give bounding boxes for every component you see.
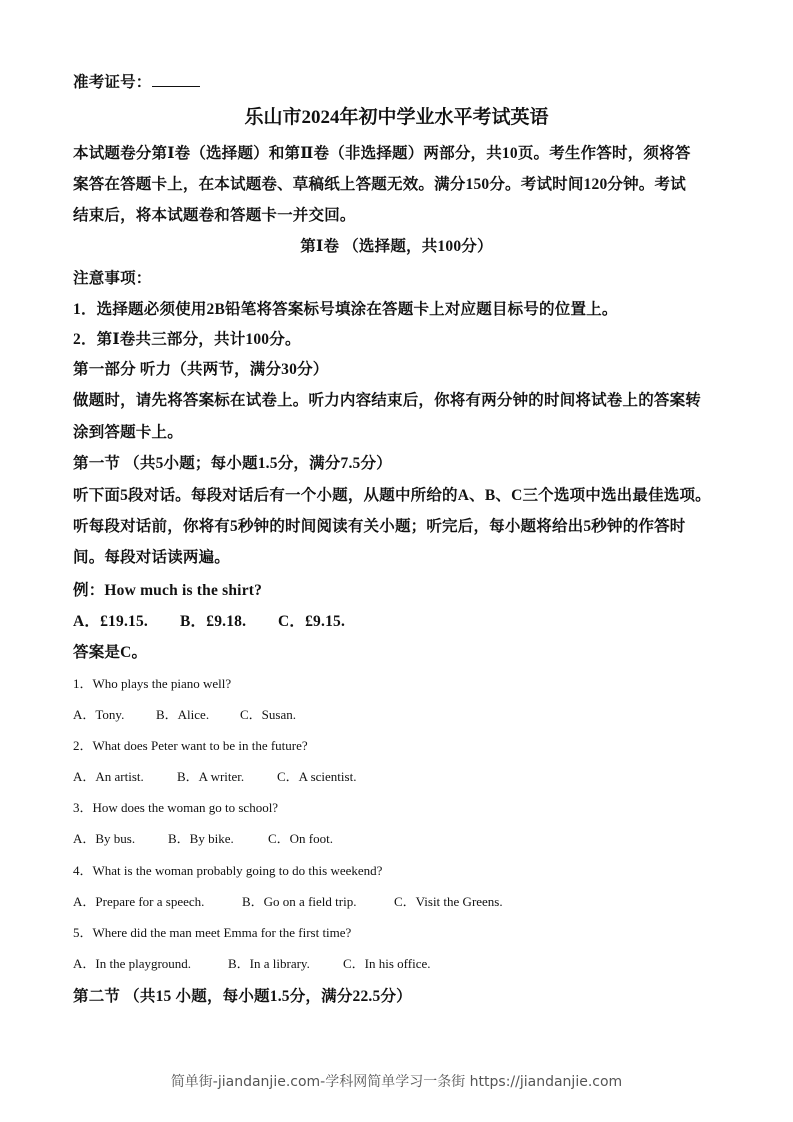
example-question: 例：How much is the shirt? [73,582,263,599]
example-option-c: C．£9.15. [278,613,346,630]
subsection1-instructions-1: 听下面5段对话。每段对话后有一个小题，从题中所给的A、B、C三个选项中选出最佳选项。 [73,487,711,504]
question-5: 5．Where did the man meet Emma for the first time? [73,925,352,940]
intro-line-2: 案答在答题卡上，在本试题卷、草稿纸上答题无效。满分150分。考试时间120分钟。考试 [73,176,686,193]
part1-heading: 第Ⅰ卷 （选择题，共100分） [300,238,493,255]
subsection1-instructions-3: 间。每段对话读两遍。 [73,549,231,566]
intro-line-3: 结束后，将本试题卷和答题卡一并交回。 [73,207,356,224]
question-2-options [73,766,356,785]
section1-heading: 第一部分 听力（共两节，满分30分） [73,361,329,378]
q5-option-b: B．In a library. [228,956,310,971]
exam-id-blank [152,72,200,87]
exam-id-line [73,70,200,92]
page-title: 乐山市2024年初中学业水平考试英语 [244,107,549,128]
example-answer: 答案是C。 [73,644,148,661]
section1-instructions-1: 做题时，请先将答案标在试卷上。听力内容结束后，你将有两分钟的时间将试卷上的答案转 [73,392,702,409]
question-1-options [73,704,296,723]
q4-option-b: B．Go on a field trip. [242,894,357,909]
q2-option-b: B．A writer. [177,769,245,784]
example-options [73,609,345,631]
q1-option-c: C．Susan. [240,707,296,722]
subsection1-heading: 第一节 （共5小题；每小题1.5分，满分7.5分） [73,455,392,472]
intro-line-1: 本试题卷分第Ⅰ卷（选择题）和第Ⅱ卷（非选择题）两部分，共10页。考生作答时，须将答 [73,145,691,162]
question-5-options [73,953,431,972]
q3-option-c: C．On foot. [268,831,334,846]
question-1: 1．Who plays the piano well? [73,676,232,691]
q2-option-c: C．A scientist. [277,769,357,784]
example-option-b: B．£9.18. [180,613,247,630]
exam-id-label: 准考证号： [73,74,152,91]
q3-option-a: A．By bus. [73,831,136,846]
page-footer-watermark: 简单街-jiandanjie.com-学科网简单学习一条街 https://jiandanjie.com [170,1074,623,1090]
section1-instructions-2: 涂到答题卡上。 [73,424,183,441]
q5-option-c: C．In his office. [343,956,431,971]
question-3: 3．How does the woman go to school? [73,800,279,815]
q1-option-a: A．Tony. [73,707,125,722]
q2-option-a: A．An artist. [73,769,144,784]
note-2: 2．第Ⅰ卷共三部分，共计100分。 [73,331,301,348]
q4-option-a: A．Prepare for a speech. [73,894,205,909]
question-4-options [73,891,503,910]
notes-heading: 注意事项： [73,270,152,287]
q3-option-b: B．By bike. [168,831,234,846]
q1-option-b: B．Alice. [156,707,210,722]
subsection2-heading: 第二节 （共15 小题，每小题1.5分，满分22.5分） [73,988,412,1005]
question-2: 2．What does Peter want to be in the future? [73,738,308,753]
note-1: 1．选择题必须使用2B铅笔将答案标号填涂在答题卡上对应题目标号的位置上。 [73,301,618,318]
question-4: 4．What is the woman probably going to do this weekend? [73,863,383,878]
example-option-a: A．£19.15. [73,613,148,630]
subsection1-instructions-2: 听每段对话前，你将有5秒钟的时间阅读有关小题；听完后，每小题将给出5秒钟的作答时 [73,518,686,535]
q4-option-c: C．Visit the Greens. [394,894,503,909]
q5-option-a: A．In the playground. [73,956,192,971]
question-3-options [73,828,333,847]
